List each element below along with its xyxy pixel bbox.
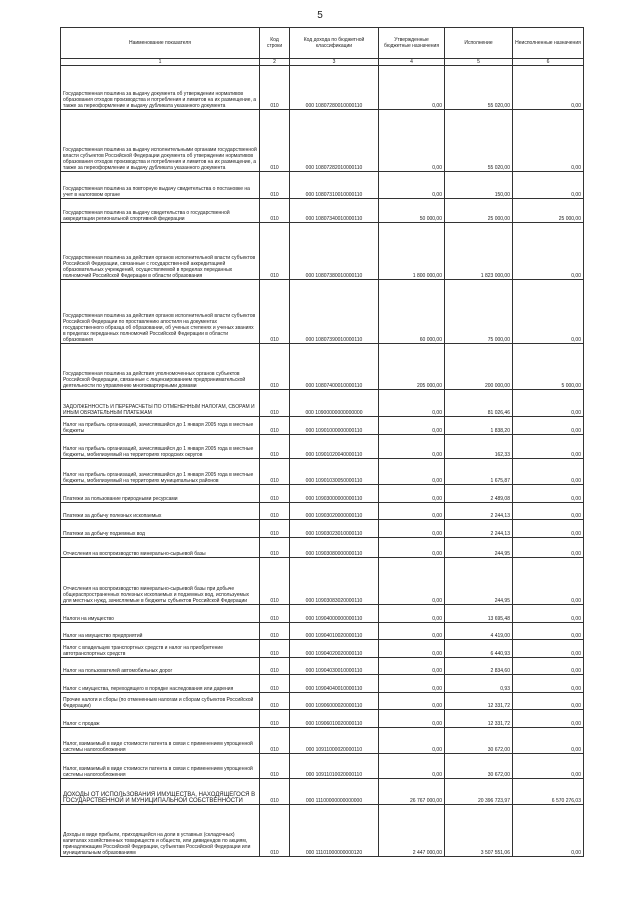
row-income-code: 000 10901030050000110 xyxy=(290,459,379,485)
row-income-code: 000 10911010020000110 xyxy=(290,754,379,779)
row-unexecuted: 0,00 xyxy=(513,605,584,623)
table-row xyxy=(61,754,584,779)
row-unexecuted: 0,00 xyxy=(513,754,584,779)
row-line-code: 010 xyxy=(260,538,290,558)
row-name: ЗАДОЛЖЕННОСТЬ И ПЕРЕРАСЧЕТЫ ПО ОТМЕНЕННЫМ НАЛОГАМ, СБОРАМ И ИНЫМ ОБЯЗАТЕЛЬНЫМ ПЛАТЕЖАМ xyxy=(61,390,260,417)
row-approved: 0,00 xyxy=(379,390,445,417)
row-line-code: 010 xyxy=(260,280,290,344)
row-unexecuted: 0,00 xyxy=(513,417,584,435)
column-number-row xyxy=(61,59,584,66)
row-unexecuted: 0,00 xyxy=(513,710,584,728)
row-line-code: 010 xyxy=(260,710,290,728)
row-executed: 1 675,87 xyxy=(445,459,513,485)
row-executed: 55 020,00 xyxy=(445,66,513,110)
row-line-code: 010 xyxy=(260,754,290,779)
row-name: Государственная пошлина за действия органов исполнительной власти субъектов Российской Федерации по проставлению апостиля на документах государственного образца об образовании, об ученых степенях и ученых званиях в пределах переданных полномочий Российской Федерации в области образования xyxy=(61,280,260,344)
row-unexecuted: 0,00 xyxy=(513,658,584,675)
row-unexecuted: 25 000,00 xyxy=(513,199,584,223)
row-line-code: 010 xyxy=(260,605,290,623)
row-unexecuted: 0,00 xyxy=(513,435,584,459)
row-name: Налоги на имущество xyxy=(61,605,260,623)
row-approved: 0,00 xyxy=(379,640,445,658)
table-row xyxy=(61,605,584,623)
table-row xyxy=(61,520,584,538)
row-line-code: 010 xyxy=(260,390,290,417)
row-name: Государственная пошлина за выдачу документа об утверждении нормативов образования отходов производства и потребления и лимитов на их размещение, а также за переоформление и выдачу дубликата указанного документа xyxy=(61,66,260,110)
row-unexecuted: 0,00 xyxy=(513,623,584,640)
row-name: Налог на прибыль организаций, зачислявшийся до 1 января 2005 года в местные бюджеты xyxy=(61,417,260,435)
row-income-code: 000 10807282010000110 xyxy=(290,110,379,172)
row-unexecuted: 0,00 xyxy=(513,503,584,520)
header-row xyxy=(61,28,584,59)
table-row xyxy=(61,485,584,503)
table-row xyxy=(61,435,584,459)
row-line-code: 010 xyxy=(260,728,290,754)
row-income-code: 000 10807280010000110 xyxy=(290,66,379,110)
table-row xyxy=(61,538,584,558)
row-executed: 4 419,00 xyxy=(445,623,513,640)
row-approved: 0,00 xyxy=(379,623,445,640)
row-line-code: 010 xyxy=(260,110,290,172)
table-row xyxy=(61,779,584,805)
row-income-code: 000 10904020020000110 xyxy=(290,640,379,658)
row-income-code: 000 10904010020000110 xyxy=(290,623,379,640)
row-executed: 2 244,13 xyxy=(445,520,513,538)
row-executed: 2 489,08 xyxy=(445,485,513,503)
row-approved: 0,00 xyxy=(379,435,445,459)
row-approved: 0,00 xyxy=(379,558,445,605)
row-approved: 0,00 xyxy=(379,658,445,675)
row-unexecuted: 0,00 xyxy=(513,172,584,199)
row-executed: 3 507 551,06 xyxy=(445,805,513,857)
row-executed: 81 026,46 xyxy=(445,390,513,417)
table-row xyxy=(61,172,584,199)
row-line-code: 010 xyxy=(260,435,290,459)
row-unexecuted: 0,00 xyxy=(513,459,584,485)
row-name: Налог на имущество предприятий xyxy=(61,623,260,640)
table-row xyxy=(61,223,584,280)
row-executed: 1 838,20 xyxy=(445,417,513,435)
table-row xyxy=(61,66,584,110)
row-executed: 1 823 000,00 xyxy=(445,223,513,280)
row-approved: 0,00 xyxy=(379,728,445,754)
row-name: Государственная пошлина за выдачу свидетельства о государственной аккредитации региональной спортивной федерации xyxy=(61,199,260,223)
row-line-code: 010 xyxy=(260,417,290,435)
row-line-code: 010 xyxy=(260,344,290,390)
row-unexecuted: 0,00 xyxy=(513,280,584,344)
row-approved: 26 767 000,00 xyxy=(379,779,445,805)
row-name: Государственная пошлина за действия органов исполнительной власти субъектов Российской Федерации, связанные с государственной аккредитацией образовательных учреждений, осуществляемой в пределах переданных полномочий Российской Федерации в области образования xyxy=(61,223,260,280)
row-line-code: 010 xyxy=(260,805,290,857)
column-header-income-code: Код дохода по бюджетной классификации xyxy=(290,28,379,59)
row-approved: 0,00 xyxy=(379,675,445,693)
row-income-code: 000 10903000000000110 xyxy=(290,485,379,503)
row-unexecuted: 0,00 xyxy=(513,693,584,710)
row-income-code: 000 10807390010000110 xyxy=(290,280,379,344)
row-name: Налог с продаж xyxy=(61,710,260,728)
row-income-code: 000 10807340010000110 xyxy=(290,199,379,223)
row-unexecuted: 0,00 xyxy=(513,728,584,754)
row-approved: 0,00 xyxy=(379,538,445,558)
row-income-code: 000 10807400010000110 xyxy=(290,344,379,390)
column-header-name: Наименование показателя xyxy=(61,28,260,59)
row-executed: 6 440,93 xyxy=(445,640,513,658)
row-executed: 25 000,00 xyxy=(445,199,513,223)
row-name: ДОХОДЫ ОТ ИСПОЛЬЗОВАНИЯ ИМУЩЕСТВА, НАХОДЯЩЕГОСЯ В ГОСУДАРСТВЕННОЙ И МУНИЦИПАЛЬНОЙ СОБСТВЕННОСТИ xyxy=(61,779,260,805)
row-approved: 0,00 xyxy=(379,503,445,520)
row-approved: 60 000,00 xyxy=(379,280,445,344)
row-unexecuted: 0,00 xyxy=(513,223,584,280)
row-income-code: 000 10906010020000110 xyxy=(290,710,379,728)
row-approved: 1 800 000,00 xyxy=(379,223,445,280)
column-number: 4 xyxy=(379,59,445,66)
row-executed: 30 672,00 xyxy=(445,728,513,754)
row-name: Налог на прибыль организаций, зачислявшийся до 1 января 2005 года в местные бюджеты, мобилизуемый на территориях городских округов xyxy=(61,435,260,459)
row-income-code: 000 11100000000000000 xyxy=(290,779,379,805)
table-row xyxy=(61,459,584,485)
row-executed: 2 244,13 xyxy=(445,503,513,520)
row-line-code: 010 xyxy=(260,520,290,538)
row-approved: 0,00 xyxy=(379,66,445,110)
row-line-code: 010 xyxy=(260,693,290,710)
row-income-code: 000 10903083020000110 xyxy=(290,558,379,605)
row-executed: 13 695,48 xyxy=(445,605,513,623)
table-row xyxy=(61,558,584,605)
row-executed: 244,95 xyxy=(445,558,513,605)
row-name: Государственная пошлина за повторную выдачу свидетельства о постановке на учет в налоговом органе xyxy=(61,172,260,199)
row-line-code: 010 xyxy=(260,675,290,693)
row-line-code: 010 xyxy=(260,623,290,640)
row-income-code: 000 10807380010000110 xyxy=(290,223,379,280)
table-row xyxy=(61,503,584,520)
table-row xyxy=(61,805,584,857)
row-executed: 0,93 xyxy=(445,675,513,693)
row-income-code: 000 10911000020000110 xyxy=(290,728,379,754)
row-executed: 55 020,00 xyxy=(445,110,513,172)
column-header-unexecuted: Неисполненные назначения xyxy=(513,28,584,59)
table-row xyxy=(61,280,584,344)
row-approved: 2 447 000,00 xyxy=(379,805,445,857)
row-unexecuted: 0,00 xyxy=(513,675,584,693)
column-header-executed: Исполнение xyxy=(445,28,513,59)
row-income-code: 000 10903023010000110 xyxy=(290,520,379,538)
row-name: Платежи за пользование природными ресурсами xyxy=(61,485,260,503)
table-row xyxy=(61,110,584,172)
row-name: Налог с имущества, переходящего в порядке наследования или дарения xyxy=(61,675,260,693)
row-line-code: 010 xyxy=(260,779,290,805)
row-approved: 0,00 xyxy=(379,605,445,623)
row-approved: 0,00 xyxy=(379,172,445,199)
row-name: Налог, взимаемый в виде стоимости патента в связи с применением упрощенной системы налогообложения xyxy=(61,754,260,779)
report-body xyxy=(61,66,584,857)
row-executed: 30 672,00 xyxy=(445,754,513,779)
row-approved: 0,00 xyxy=(379,710,445,728)
row-unexecuted: 0,00 xyxy=(513,538,584,558)
row-line-code: 010 xyxy=(260,503,290,520)
table-row xyxy=(61,710,584,728)
table-row xyxy=(61,658,584,675)
table-row xyxy=(61,693,584,710)
row-name: Налог с владельцев транспортных средств и налог на приобретение автотранспортных средств xyxy=(61,640,260,658)
row-unexecuted: 5 000,00 xyxy=(513,344,584,390)
row-executed: 200 000,00 xyxy=(445,344,513,390)
row-name: Платежи за добычу подземных вод xyxy=(61,520,260,538)
row-name: Прочие налоги и сборы (по отмененным налогам и сборам субъектов Российской Федерации) xyxy=(61,693,260,710)
row-name: Налог, взимаемый в виде стоимости патента в связи с применением упрощенной системы налогообложения xyxy=(61,728,260,754)
row-income-code: 000 10906000020000110 xyxy=(290,693,379,710)
page-number: 5 xyxy=(317,10,323,21)
row-name: Отчисления на воспроизводство минерально-сырьевой базы xyxy=(61,538,260,558)
row-name: Отчисления на воспроизводство минерально-сырьевой базы при добыче общераспространенных полезных ископаемых и подземных вод, используемых для местных нужд, зачисляемые в бюджеты субъектов Российской Федерации xyxy=(61,558,260,605)
row-income-code: 000 10901000000000110 xyxy=(290,417,379,435)
row-executed: 162,33 xyxy=(445,435,513,459)
column-header-approved: Утвержденные бюджетные назначения xyxy=(379,28,445,59)
row-name: Налог на пользователей автомобильных дорог xyxy=(61,658,260,675)
row-executed: 12 331,72 xyxy=(445,693,513,710)
row-unexecuted: 0,00 xyxy=(513,390,584,417)
row-approved: 0,00 xyxy=(379,754,445,779)
column-number: 1 xyxy=(61,59,260,66)
row-unexecuted: 0,00 xyxy=(513,110,584,172)
row-name: Государственная пошлина за выдачу исполнительными органами государственной власти субъектов Российской Федерации документа об утверждении нормативов образования отходов производства и потребления и лимитов на их размещение, а также за переоформление и выдачу дубликата указанного документа xyxy=(61,110,260,172)
row-line-code: 010 xyxy=(260,172,290,199)
row-line-code: 010 xyxy=(260,640,290,658)
row-line-code: 010 xyxy=(260,66,290,110)
row-unexecuted: 0,00 xyxy=(513,520,584,538)
column-header-line-code: Код строки xyxy=(260,28,290,59)
row-income-code: 000 10903020000000110 xyxy=(290,503,379,520)
row-name: Налог на прибыль организаций, зачислявшийся до 1 января 2005 года в местные бюджеты, мобилизуемый на территориях муниципальных районов xyxy=(61,459,260,485)
row-executed: 20 396 723,97 xyxy=(445,779,513,805)
row-executed: 244,95 xyxy=(445,538,513,558)
row-executed: 12 331,72 xyxy=(445,710,513,728)
row-line-code: 010 xyxy=(260,199,290,223)
table-row xyxy=(61,623,584,640)
row-name: Доходы в виде прибыли, приходящейся на доли в уставных (складочных) капиталах хозяйственных товариществ и обществ, или дивидендов по акциям, принадлежащим Российской Федерации, субъектам Российской Федерации или муниципальным образованиям xyxy=(61,805,260,857)
row-unexecuted: 0,00 xyxy=(513,66,584,110)
table-row xyxy=(61,640,584,658)
row-approved: 0,00 xyxy=(379,520,445,538)
row-approved: 50 000,00 xyxy=(379,199,445,223)
table-row xyxy=(61,675,584,693)
column-number: 2 xyxy=(260,59,290,66)
row-approved: 205 000,00 xyxy=(379,344,445,390)
row-line-code: 010 xyxy=(260,223,290,280)
row-income-code: 000 10904030010000110 xyxy=(290,658,379,675)
row-unexecuted: 0,00 xyxy=(513,805,584,857)
column-number: 6 xyxy=(513,59,584,66)
row-income-code: 000 11101000000000120 xyxy=(290,805,379,857)
row-unexecuted: 6 570 276,03 xyxy=(513,779,584,805)
row-executed: 150,00 xyxy=(445,172,513,199)
row-approved: 0,00 xyxy=(379,485,445,503)
row-approved: 0,00 xyxy=(379,110,445,172)
row-income-code: 000 10904000000000110 xyxy=(290,605,379,623)
table-row xyxy=(61,417,584,435)
column-number: 5 xyxy=(445,59,513,66)
row-line-code: 010 xyxy=(260,485,290,503)
table-row xyxy=(61,199,584,223)
table-row xyxy=(61,728,584,754)
row-approved: 0,00 xyxy=(379,693,445,710)
row-income-code: 000 10904040010000110 xyxy=(290,675,379,693)
row-unexecuted: 0,00 xyxy=(513,485,584,503)
row-executed: 2 834,60 xyxy=(445,658,513,675)
table-row xyxy=(61,344,584,390)
row-approved: 0,00 xyxy=(379,417,445,435)
row-line-code: 010 xyxy=(260,459,290,485)
row-approved: 0,00 xyxy=(379,459,445,485)
row-line-code: 010 xyxy=(260,558,290,605)
table-row xyxy=(61,390,584,417)
row-executed: 75 000,00 xyxy=(445,280,513,344)
row-name: Платежи за добычу полезных ископаемых xyxy=(61,503,260,520)
row-income-code: 000 10901020040000110 xyxy=(290,435,379,459)
column-number: 3 xyxy=(290,59,379,66)
row-income-code: 000 10900000000000000 xyxy=(290,390,379,417)
row-name: Государственная пошлина за действия уполномоченных органов субъектов Российской Федерации, связанные с лицензированием предпринимательской деятельности по управлению многоквартирными домами xyxy=(61,344,260,390)
row-income-code: 000 10903080000000110 xyxy=(290,538,379,558)
row-unexecuted: 0,00 xyxy=(513,558,584,605)
row-income-code: 000 10807310010000110 xyxy=(290,172,379,199)
row-unexecuted: 0,00 xyxy=(513,640,584,658)
row-line-code: 010 xyxy=(260,658,290,675)
budget-report-table xyxy=(60,27,584,857)
